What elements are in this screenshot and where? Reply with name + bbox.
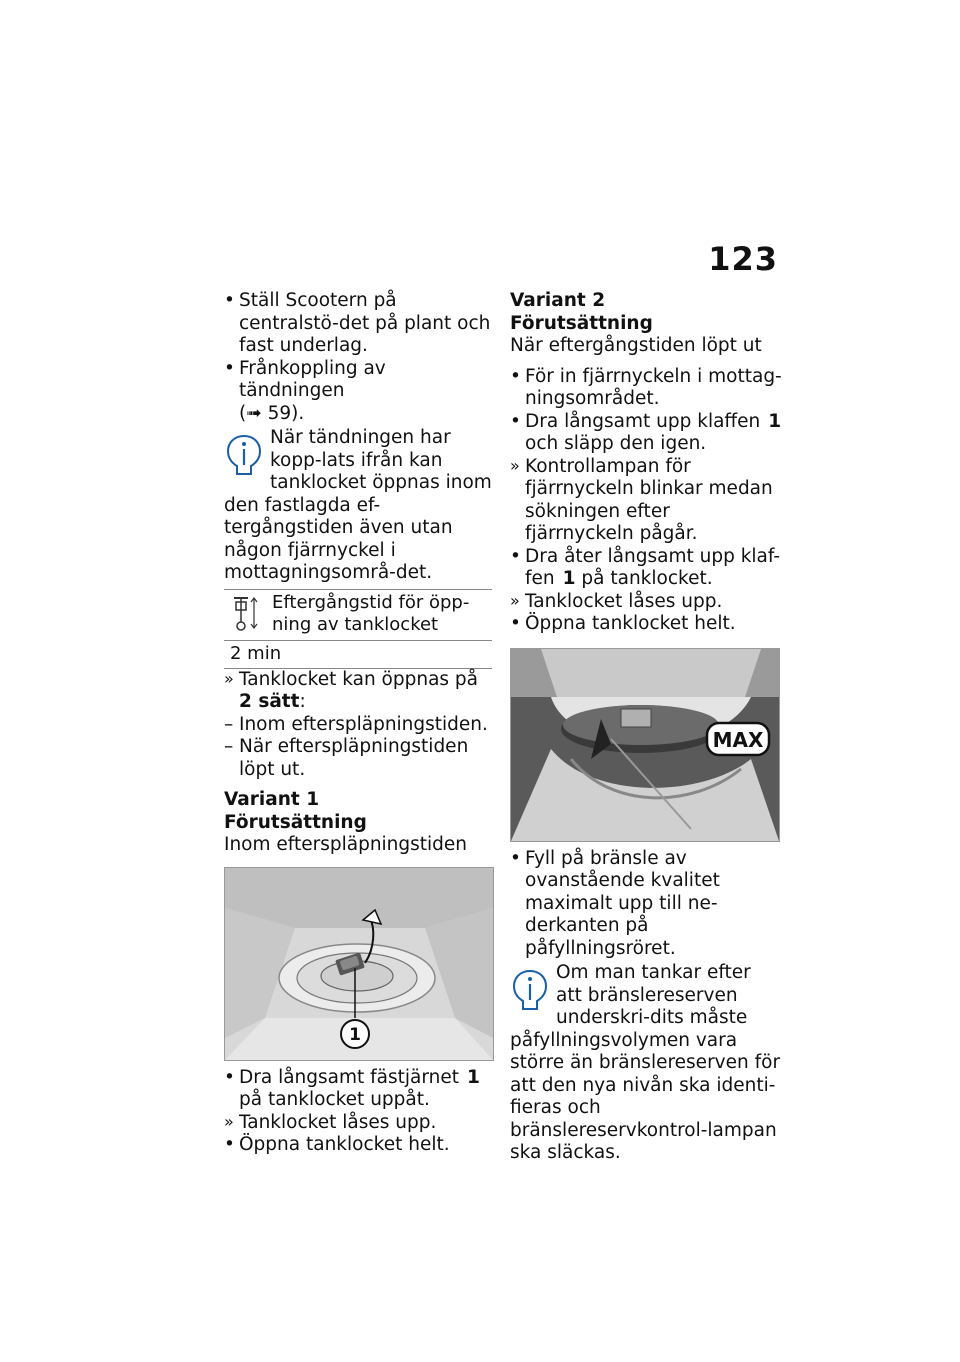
result-step: » Tanklocket låses upp. (224, 1112, 494, 1135)
precondition-heading: Förutsättning (510, 312, 653, 334)
instruction-step: • Dra långsamt fästjärnet 1 på tanklocket uppåt. (224, 1067, 494, 1112)
option-item: – När efterspläpningstiden löpt ut. (224, 736, 494, 781)
result-step: » Kontrollampan för fjärrnyckeln blinkar medan sökningen efter fjärrnyckeln pågår. (510, 456, 782, 546)
spec-icon-cell (224, 589, 266, 641)
precondition-text: När eftergångstiden löpt ut (510, 335, 762, 356)
info-note (510, 962, 782, 1165)
variant-heading: Variant 1 (224, 789, 320, 810)
instruction-step: • För in fjärrnyckeln i mottag-ningsområdet. (510, 366, 782, 411)
page-number: 123 (708, 240, 778, 278)
instruction-step: • Fyll på bränsle av ovanstående kvalitet maximalt upp till ne-derkanten på påfyllningsröret. (510, 848, 782, 961)
instruction-step: • Dra åter långsamt upp klaf-fen 1 på tanklocket. (510, 546, 782, 591)
instruction-step: • Ställ Scootern på centralstö-det på plant och fast underlag. (224, 290, 494, 358)
figure-label: 1 (349, 1024, 361, 1045)
instruction-step: • Frånkoppling av tändningen (➟ 59). (224, 358, 494, 426)
instruction-step: • Öppna tanklocket helt. (510, 613, 782, 636)
precondition-text: Inom efterspläpningstiden (224, 834, 468, 855)
precondition-heading: Förutsättning (224, 811, 367, 833)
result-step: » Tanklocket låses upp. (510, 591, 782, 614)
info-icon (510, 968, 550, 1012)
page-reference: (➟ 59). (239, 402, 305, 424)
spec-value: 2 min (224, 641, 492, 669)
variant-heading: Variant 2 (510, 290, 606, 311)
fuel-filler-photo (510, 648, 780, 842)
info-text: Om man tankar efter att bränslereserven underskri-dits måste påfyllningsvolymen vara större än bränslereserven för att den nya nivån ska identi-fieras och bränslereservkontrol-lampan ska släckas. (510, 962, 781, 1163)
timer-icon (232, 594, 258, 632)
info-icon (224, 433, 264, 477)
fuel-cap-photo (224, 867, 494, 1061)
info-text: När tändningen har kopp-lats ifrån kan tanklocket öppnas inom den fastlagda ef-tergångstiden även utan någon fjärrnyckel i mottagningsområ-det. (224, 427, 492, 583)
result-step: » Tanklocket kan öppnas på 2 sätt: (224, 669, 494, 714)
info-note (224, 427, 494, 585)
max-label: MAX (712, 727, 764, 752)
spec-label: Eftergångstid för öpp-ning av tanklocket (266, 589, 492, 641)
spec-table (224, 589, 492, 669)
right-column (510, 290, 782, 1165)
option-item: – Inom efterspläpningstiden. (224, 714, 494, 737)
instruction-step: • Öppna tanklocket helt. (224, 1134, 494, 1157)
instruction-step: • Dra långsamt upp klaffen 1 och släpp den igen. (510, 411, 782, 456)
left-column (224, 290, 494, 1157)
